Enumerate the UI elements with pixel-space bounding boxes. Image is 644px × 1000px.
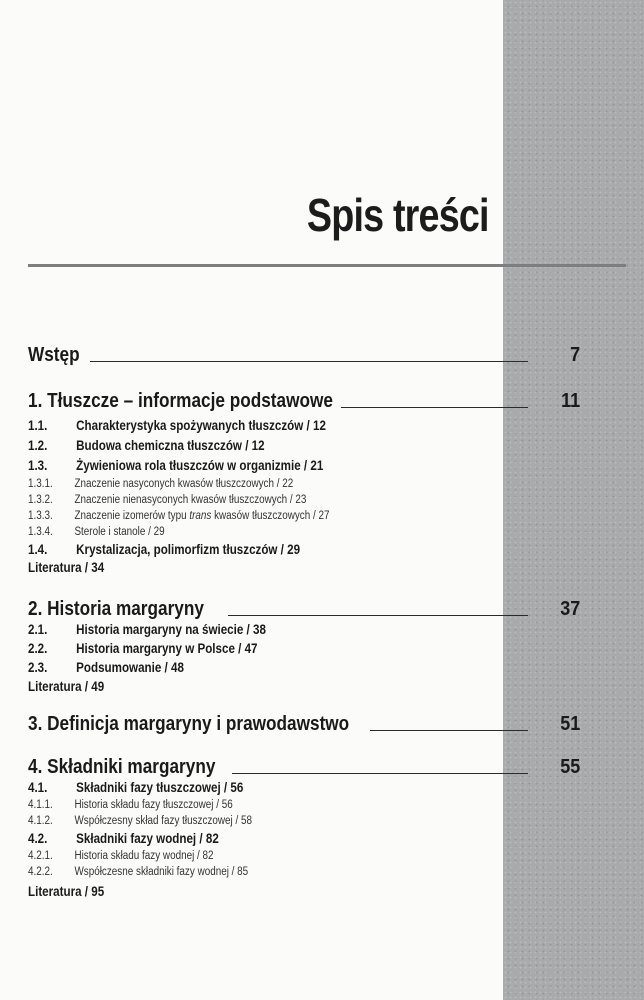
chapter-title: Definicja margaryny i prawodawstwo (47, 713, 350, 735)
chapter-title: Składniki margaryny (47, 756, 216, 778)
toc-chapter-intro[interactable] (28, 338, 588, 366)
chapter-title: Historia margaryny (47, 598, 204, 620)
toc-entry-1-4[interactable]: 1.4. Krystalizacja, polimorfizm tłuszczów / 29 (28, 542, 301, 557)
leader-line (228, 615, 528, 617)
chapter-page: 55 (559, 756, 580, 778)
toc-entry-4-2[interactable]: 4.2. Składniki fazy wodnej / 82 (28, 831, 219, 846)
page-title: Spis treści (307, 189, 489, 241)
chapter-title: Wstęp (28, 344, 80, 366)
toc-entry-1-2[interactable]: 1.2. Budowa chemiczna tłuszczów / 12 (28, 438, 265, 453)
chapter-number: 4. (28, 756, 43, 778)
toc-chapter-3[interactable] (28, 707, 588, 735)
toc-entry-1-3-3[interactable]: 1.3.3. Znaczenie izomerów typu trans kwasów tłuszczowych / 27 (28, 510, 330, 522)
chapter-number: 3. (28, 713, 43, 735)
leader-line (370, 730, 528, 732)
chapter-number: 1. (28, 390, 43, 412)
chapter-page: 11 (560, 390, 580, 412)
chapter-page: 7 (569, 344, 580, 366)
toc-entry-4-2-2[interactable]: 4.2.2. Współczesne składniki fazy wodnej / 85 (28, 866, 249, 878)
toc-entry-4-2-1[interactable]: 4.2.1. Historia składu fazy wodnej / 82 (28, 850, 214, 862)
toc-entry-2-1[interactable]: 2.1. Historia margaryny na świecie / 38 (28, 622, 266, 637)
toc-entry-1-3[interactable]: 1.3. Żywieniowa rola tłuszczów w organizmie / 21 (28, 458, 324, 473)
chapter-page: 37 (559, 598, 580, 620)
toc-entry-1-3-1[interactable]: 1.3.1. Znaczenie nasyconych kwasów tłuszczowych / 22 (28, 478, 294, 490)
leader-line (90, 361, 528, 363)
toc-entry-1-3-4[interactable]: 1.3.4. Sterole i stanole / 29 (28, 526, 165, 538)
toc-entry-1-3-2[interactable]: 1.3.2. Znaczenie nienasyconych kwasów tłuszczowych / 23 (28, 494, 307, 506)
toc-entry-2-2[interactable]: 2.2. Historia margaryny w Polsce / 47 (28, 641, 258, 656)
gray-side-band (503, 0, 644, 1000)
title-rule (28, 264, 626, 267)
toc-chapter-2[interactable] (28, 592, 588, 620)
toc-entry-4-1-1[interactable]: 4.1.1. Historia składu fazy tłuszczowej / 56 (28, 799, 233, 811)
toc-entry-4-1[interactable]: 4.1. Składniki fazy tłuszczowej / 56 (28, 780, 244, 795)
toc-entry-1-1[interactable]: 1.1. Charakterystyka spożywanych tłuszczów / 12 (28, 418, 326, 433)
toc-literature-4[interactable]: Literatura / 95 (28, 884, 105, 899)
toc-chapter-1[interactable] (28, 384, 588, 412)
chapter-page: 51 (559, 713, 580, 735)
toc-literature-2[interactable]: Literatura / 49 (28, 679, 105, 694)
toc-chapter-4[interactable] (28, 750, 588, 778)
toc-literature-1[interactable]: Literatura / 34 (28, 560, 105, 575)
leader-line (232, 773, 528, 775)
chapter-number: 2. (28, 598, 43, 620)
chapter-title: Tłuszcze – informacje podstawowe (47, 390, 333, 412)
toc-entry-4-1-2[interactable]: 4.1.2. Współczesny skład fazy tłuszczowej / 58 (28, 815, 252, 827)
toc-entry-2-3[interactable]: 2.3. Podsumowanie / 48 (28, 660, 184, 675)
leader-line (341, 407, 528, 409)
